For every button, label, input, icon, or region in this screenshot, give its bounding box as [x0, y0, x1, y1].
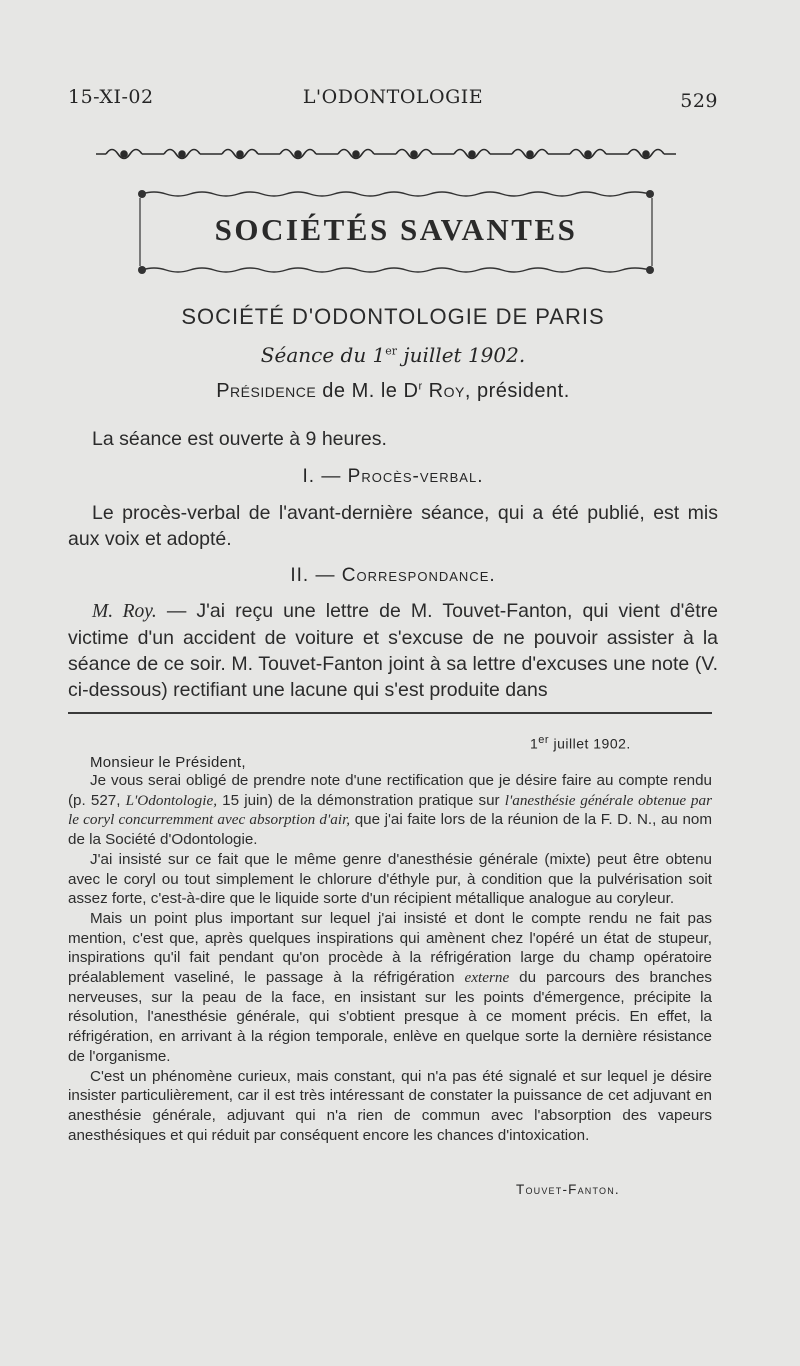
ornament-dot [411, 151, 417, 157]
letter-body [68, 771, 712, 1145]
ornament-dot [527, 151, 533, 157]
ornament-dot [237, 151, 243, 157]
session-date: Séance du 1er juillet 1902. [260, 343, 526, 367]
page-number: 529 [680, 90, 718, 112]
presidency-line: Présidence de M. le $D^r$ Roy, président. [216, 380, 570, 402]
letter-date: 1er juillet 1902. [530, 734, 631, 752]
section-title: SOCIÉTÉS SAVANTES [214, 212, 578, 247]
ornament-dot [643, 151, 649, 157]
letter-salutation: Monsieur le Président, [90, 754, 246, 771]
ornament-dot [295, 151, 301, 157]
letter-paragraph: Mais un point plus important sur lequel j'ai insisté et dont le compte rendu ne fait pas mention, c'est que, après quelques inspirations qui amènent chez l'opéré un état de stupeur, inspirations qu'il fait pendant qu'on procède à la réfrigération large du champ opératoire préalablement vaseliné, le passage à la réfrigération externe du parcours des branches nerveuses, sur la peau de la face, en insistant sur les points d'émergence, précipite la résolution, l'anesthésie générale, qui s'obtient presque à ce moment précis. En effet, la réfrigération, en arrivant à la région temporale, enlève en quelque sorte la dernière résistance de l'organisme. [68, 909, 712, 1065]
heading-correspondance: II. — Correspondance. [290, 565, 496, 586]
proces-verbal-paragraph: Le procès-verbal de l'avant-dernière séance, qui a été publié, est mis aux voix et adopté. [68, 502, 718, 550]
correspondance-paragraph: M. Roy. — J'ai reçu une lettre de M. Touvet-Fanton, qui vient d'être victime d'un accident de voiture et s'excuse de ne pouvoir assister à la séance de ce soir. M. Touvet-Fanton joint à sa lettre d'excuses une note (V. ci-dessous) rectifiant une lacune qui s'est produite dans [68, 600, 718, 701]
ornament-dot [585, 151, 591, 157]
heading-proces-verbal: I. — Procès-verbal. [302, 466, 484, 487]
journal-title: L'ODONTOLOGIE [302, 86, 484, 108]
letter-signature: Touvet-Fanton. [516, 1182, 620, 1197]
running-header [68, 86, 718, 116]
horizontal-rule [68, 712, 712, 714]
letter-paragraph: Je vous serai obligé de prendre note d'une rectification que je désire faire au compte rendu (p. 527, L'Odontologie, 15 juin) de la démonstration pratique sur l'anesthésie générale obtenue par le coryl concurremment avec absorption d'air, que j'ai faite lors de la réunion de la F. D. N., au nom de la Société d'Odontologie. [68, 772, 713, 849]
opening-line: La séance est ouverte à 9 heures. [92, 428, 387, 450]
ornament-dot [353, 151, 359, 157]
ornament-dot [121, 151, 127, 157]
ornament-divider [92, 142, 692, 166]
ornament-dot [469, 151, 475, 157]
issue-date: 15-XI-02 [68, 86, 154, 108]
letter-paragraph: J'ai insisté sur ce fait que le même genre d'anesthésie générale (mixte) peut être obtenu avec le coryl ou tout simplement le chlorure d'éthyle pur, à condition que la pulvérisation soit assez forte, c'est-à-dire que le liquide sorte d'un récipient métallique analogue au coryleur. [68, 850, 712, 908]
society-name: SOCIÉTÉ D'ODONTOLOGIE DE PARIS [181, 304, 605, 329]
ornament-dot [179, 151, 185, 157]
section-title-box [134, 186, 658, 276]
letter-paragraph: C'est un phénomène curieux, mais constant, qui n'a pas été signalé et sur lequel je désire insister particulièrement, car il est très intéressant de constater la puissance de cet adjuvant en anesthésie générale, adjuvant qui n'a rien de commun avec l'absorption des vapeurs anesthésiques et qui réduit par conséquent encore les chances d'intoxication. [68, 1067, 712, 1144]
